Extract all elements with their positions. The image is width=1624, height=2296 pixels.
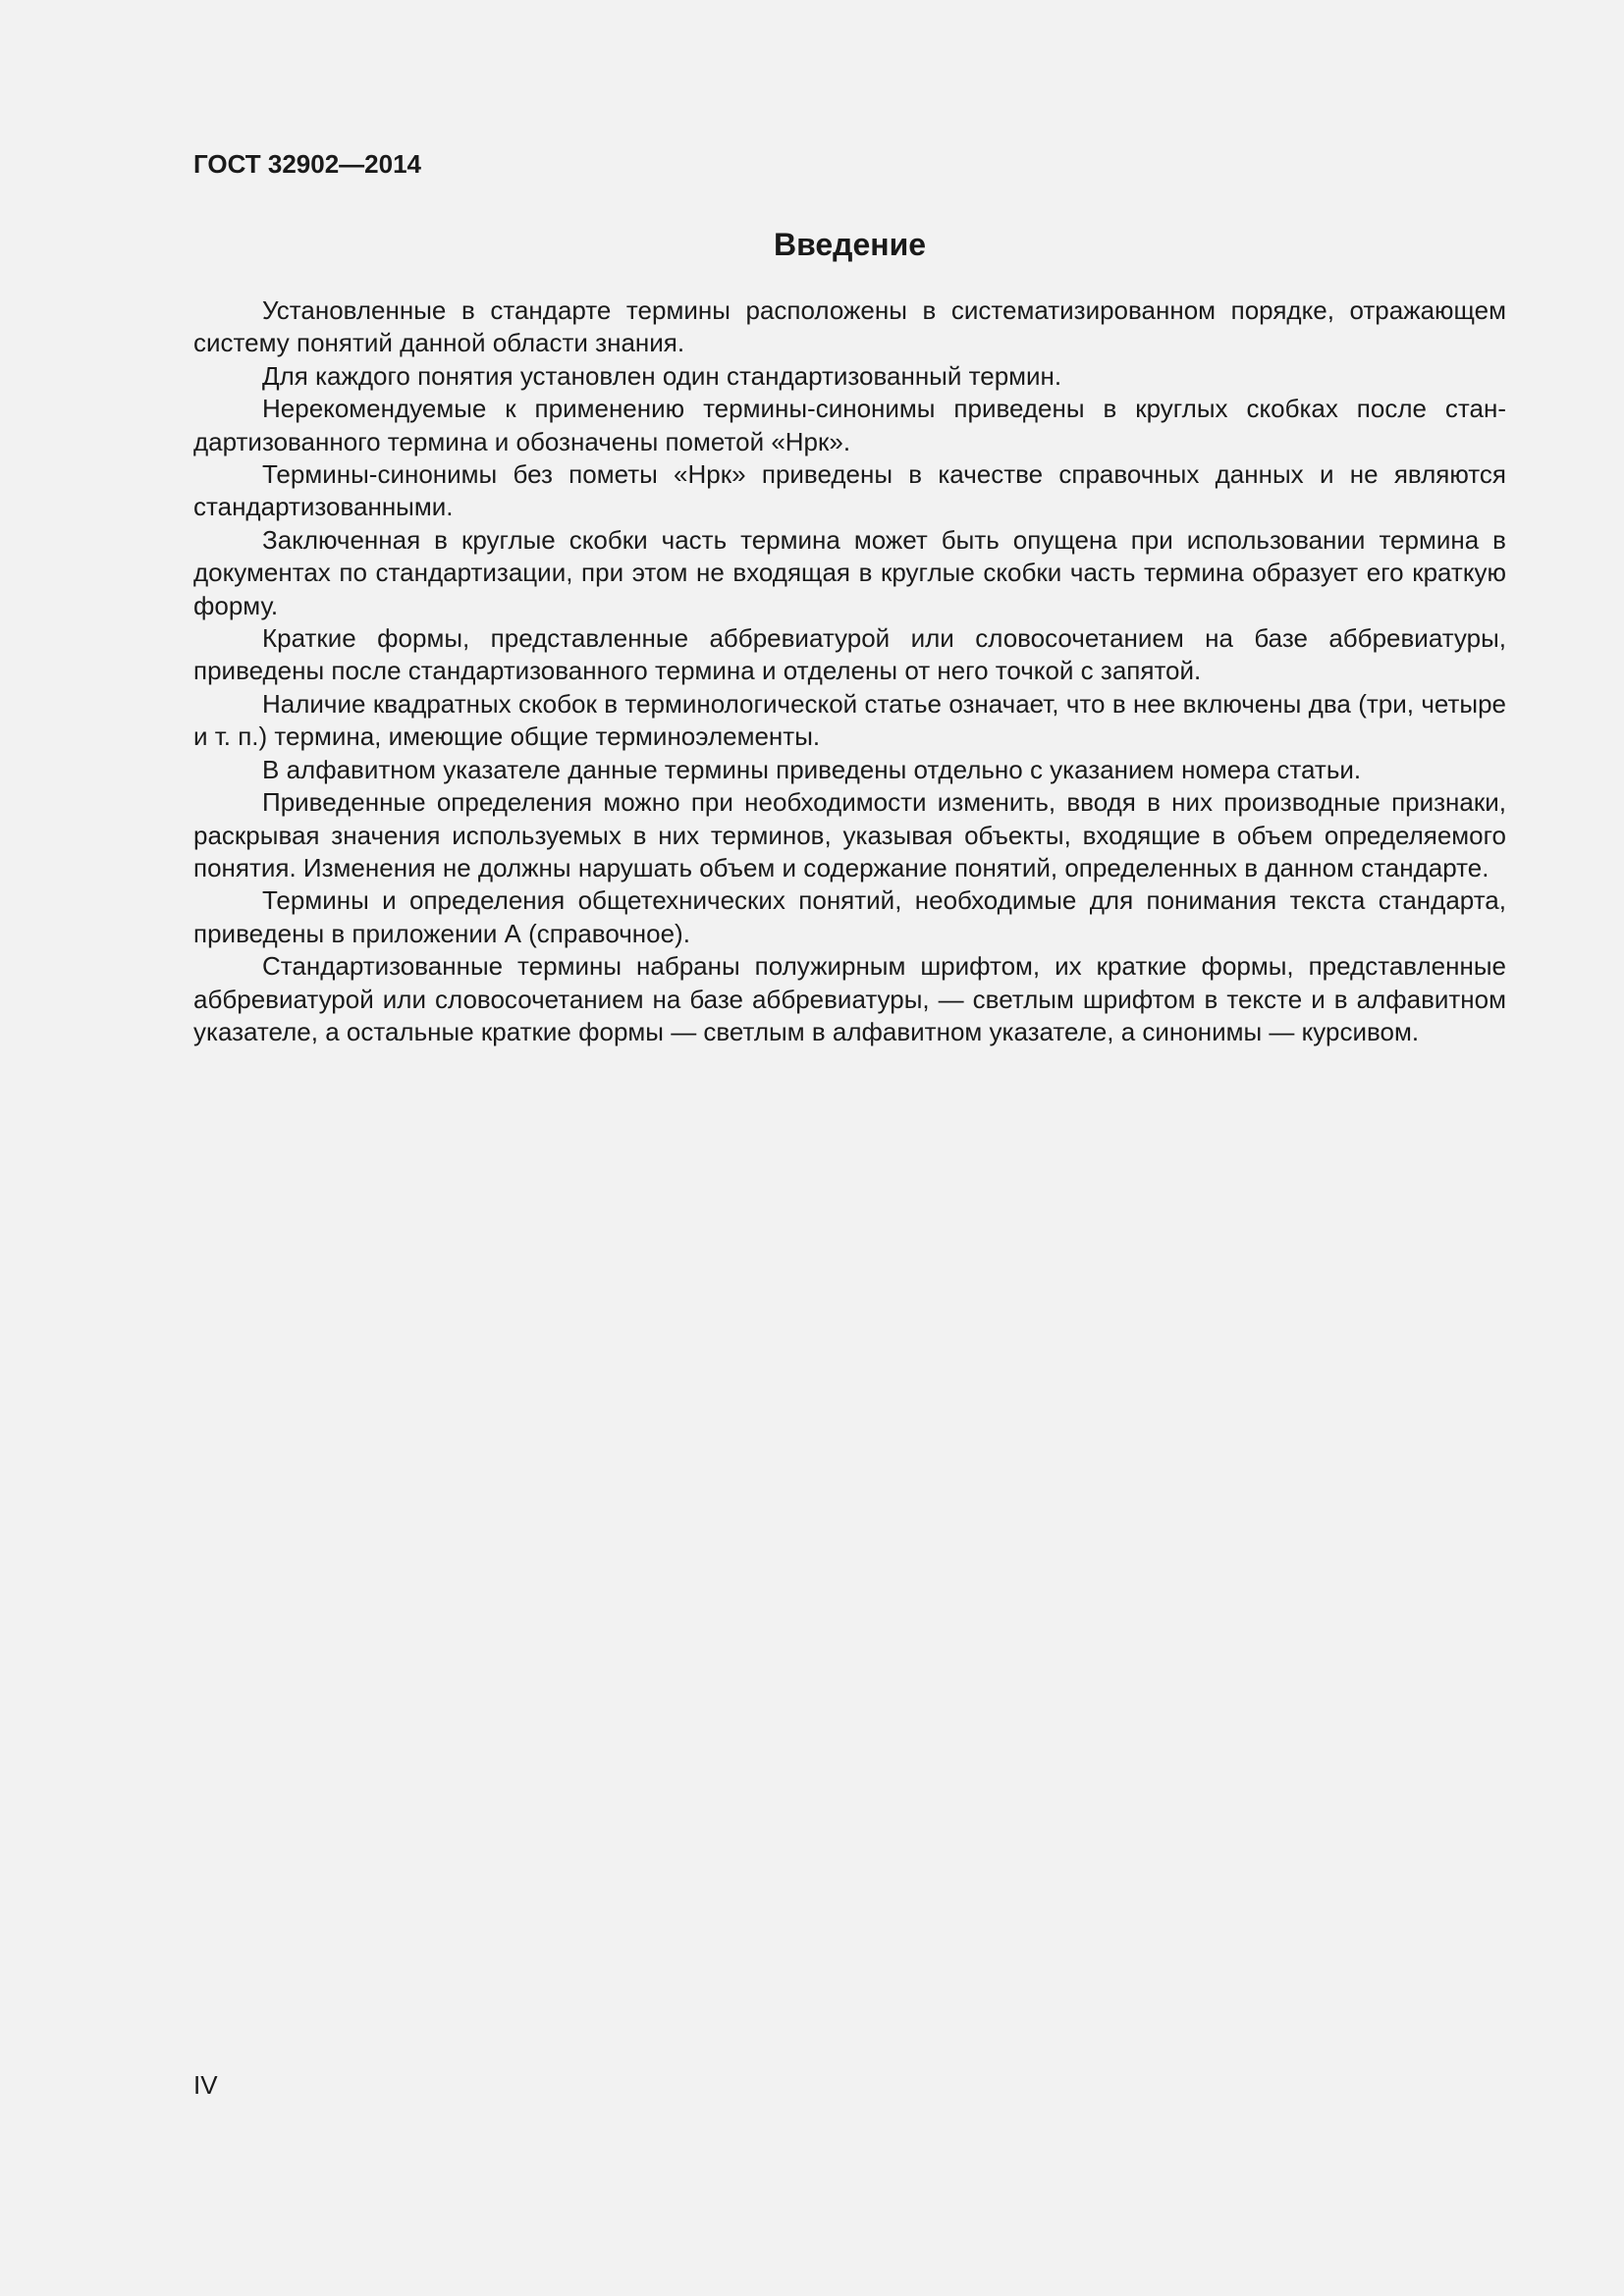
body-text [193, 294, 1506, 1048]
paragraph: Для каждого понятия установлен один стандартизованный термин. [262, 360, 1062, 391]
paragraph: В алфавитном указателе данные термины приведены отдельно с указанием номера статьи. [262, 754, 1362, 784]
paragraph: Приведенные определения можно при необходимости изменить, вводя в них производные признаки, раскрывая значения используемых в них терминов, указывая объекты, входящие в объем определяемого понятия. Изменения не должны нарушать объем и содержание понятий, определенных в данном стандарте. [193, 787, 1506, 882]
paragraph: Заключенная в круглые скобки часть термина может быть опущена при использовании термина в документах по стандартизации, при этом не входящая в круглые скобки часть термина образует его краткую форму. [193, 524, 1506, 620]
paragraph: Термины-синонимы без пометы «Нрк» приведены в качестве справочных данных и не являются стандартизованными. [193, 459, 1506, 522]
document-code: ГОСТ 32902—2014 [193, 149, 421, 179]
page-number: IV [193, 2070, 218, 2100]
paragraph: Термины и определения общетехнических понятий, необходимые для понимания текста стандарта, приведены в приложении А (справочное). [193, 885, 1506, 948]
section-title: Введение [773, 227, 927, 262]
paragraph: Нерекомендуемые к применению термины-синонимы приведены в круглых скобках после стандартизованного термина и обозначены пометой «Нрк». [193, 394, 1506, 456]
paragraph: Наличие квадратных скобок в терминологической статье означает, что в нее включены два (три, четыре и т. п.) термина, имеющие общие терминоэлементы. [193, 688, 1506, 752]
paragraph: Стандартизованные термины набраны полужирным шрифтом, их краткие формы, представленные аббревиатурой или словосочетанием на базе аббревиатуры, — светлым шрифтом в тексте и в алфавитном указателе, а остальные краткие формы — светлым в алфавитном указателе, а синонимы — курсивом. [193, 951, 1506, 1046]
paragraph: Установленные в стандарте термины расположены в систематизированном порядке, отражающем систему понятий данной области знания. [193, 295, 1506, 358]
paragraph: Краткие формы, представленные аббревиатурой или словосочетанием на базе аббревиатуры, приведены после стандартизованного термина и отделены от него точкой с запятой. [193, 623, 1506, 686]
